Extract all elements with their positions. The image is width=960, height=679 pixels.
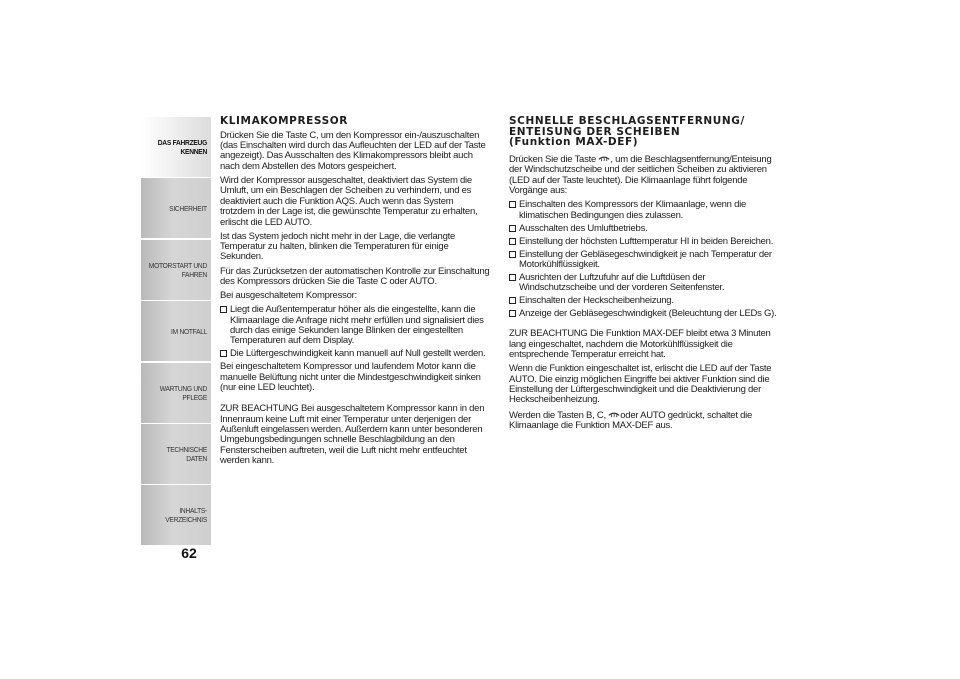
paragraph: Drücken Sie die Taste C, um den Kompressor ein-/auszuschalten (das Einschalten wird durch das Aufleuchten der LED auf der Taste angezeigt). Das Ausschalten des Klimakompressors bleibt auch nach dem Abstellen des Motors gespeichert.: [220, 129, 486, 172]
checkbox-bullet-icon: [220, 306, 227, 313]
tab-label: MOTORSTART UND FAHREN: [148, 260, 207, 279]
bullet-item: Anzeige der Gebläsegeschwindigkeit (Beleuchtung der LEDs G).: [509, 309, 781, 319]
left-column: [220, 116, 490, 470]
paragraph: Bei ausgeschaltetem Kompressor:: [220, 290, 357, 302]
paragraph: Wird der Kompressor ausgeschaltet, deaktiviert das System die Umluft, um ein Beschlagen der Scheiben zu verhindern, und es deaktiviert auch die Funktion AQS. Auch wenn das System trotzdem in der Lage ist, die gewünschte Temperatur zu erhalten, erlischt die LED AUTO.: [220, 174, 478, 228]
bullet-item: Ausrichten der Luftzufuhr auf die Luftdüsen der Windschutzscheibe und der vorderen Seitenfenster.: [509, 273, 781, 294]
tab-label: TECHNISCHE DATEN: [166, 444, 207, 463]
bullet-item: Die Lüftergeschwindigkeit kann manuell auf Null gestellt werden.: [220, 349, 490, 359]
paragraph: Wenn die Funktion eingeschaltet ist, erlischt die LED auf der Taste AUTO. Die einzig möglichen Eingriffe bei aktiver Funktion sind die Einstellung der Lüftergeschwindigkeit und die Deaktivierung der Heckscheibenheizung.: [509, 363, 772, 406]
tab-motorstart-und-fahren[interactable]: [141, 240, 211, 300]
bullet-item: Ausschalten des Umluftbetriebs.: [509, 224, 781, 234]
windshield-defrost-icon: [608, 410, 620, 419]
tab-im-notfall[interactable]: [141, 301, 211, 361]
checkbox-bullet-icon: [509, 310, 516, 317]
checkbox-bullet-icon: [509, 238, 516, 245]
tab-das-fahrzeug-kennen[interactable]: [141, 117, 211, 177]
tab-wartung-und-pflege[interactable]: [141, 363, 211, 423]
note-paragraph: ZUR BEACHTUNG Die Funktion MAX-DEF bleibt etwa 3 Minuten lang eingeschaltet, nachdem die Motorkühlflüssigkeit die entsprechende Temperatur erreicht hat.: [509, 328, 771, 361]
bullet-item: Liegt die Außentemperatur höher als die eingestellte, kann die Klimaanlage die Anfrage nicht mehr erfüllen und signalisiert dies durch das einige Sekunden lange Blinken der eingestellten Temperaturen auf dem Display.: [220, 305, 490, 347]
bullet-item: Einschalten des Kompressors der Klimaanlage, wenn die klimatischen Bedingungen dies zulassen.: [509, 200, 781, 221]
paragraph: Für das Zurücksetzen der automatischen Kontrolle zur Einschaltung des Kompressors drücken Sie die Taste C oder AUTO.: [220, 265, 490, 287]
checkbox-bullet-icon: [509, 201, 516, 208]
checkbox-bullet-icon: [509, 225, 516, 232]
checkbox-bullet-icon: [509, 274, 516, 281]
tab-label: SICHERHEIT: [169, 203, 207, 213]
tab-label: INHALTS-VERZEICHNIS: [165, 506, 207, 525]
checkbox-bullet-icon: [509, 251, 516, 258]
right-column: [509, 116, 781, 435]
tab-technische-daten[interactable]: [141, 424, 211, 484]
checkbox-bullet-icon: [220, 350, 227, 357]
bullet-item: Einstellung der Gebläsegeschwindigkeit je nach Temperatur der Motorkühlflüssigkeit.: [509, 250, 781, 271]
tab-inhaltsverzeichnis[interactable]: [141, 485, 211, 545]
chapter-sidebar: [141, 117, 211, 547]
heading-line: ENTEISUNG DER SCHEIBEN: [509, 125, 681, 138]
tab-sicherheit[interactable]: [141, 178, 211, 238]
bullet-item: Einschalten der Heckscheibenheizung.: [509, 296, 781, 306]
bullet-item: Einstellung der höchsten Lufttemperatur HI in beiden Bereichen.: [509, 237, 781, 247]
paragraph: Bei eingeschaltetem Kompressor und laufendem Motor kann die manuelle Belüftung nicht unter die Mindestgeschwindigkeit sinken (nur eine LED leuchtet).: [220, 361, 481, 394]
section-heading-max-def: [509, 116, 781, 148]
tab-label: DAS FAHRZEUG KENNEN: [157, 138, 207, 156]
tab-label: WARTUNG UND PFLEGE: [159, 383, 207, 402]
heading-line: SCHNELLE BESCHLAGSENTFERNUNG/: [509, 115, 745, 127]
checkbox-bullet-icon: [509, 297, 516, 304]
section-heading-klimakompressor: KLIMAKOMPRESSOR: [220, 115, 348, 127]
paragraph: Drücken Sie die Taste , um die Beschlagsentfernung/Enteisung der Windschutzscheibe und der seitlichen Scheiben zu aktivieren (LED auf der Taste leuchtet). Die Klimaanlage führt folgende Vorgänge aus:: [509, 153, 772, 196]
paragraph: Ist das System jedoch nicht mehr in der Lage, die verlangte Temperatur zu halten, blinken die Temperaturen für einige Sekunden.: [220, 230, 456, 263]
page-number: 62: [181, 545, 197, 561]
tab-label: IM NOTFALL: [170, 326, 207, 336]
paragraph: Werden die Tasten B, C, oder AUTO gedrückt, schaltet die Klimaanlage die Funktion MAX-DEF aus.: [509, 409, 753, 431]
note-paragraph: ZUR BEACHTUNG Bei ausgeschaltetem Kompressor kann in den Innenraum keine Luft mit einer Temperatur unter derjenigen der Außenluft eingelassen werden. Außerdem kann unter besonderen Umgebungsbedingungen schnelle Beschlagbildung an den Fensterscheiben auftreten, weil die Luft nicht mehr entfeuchtet werden kann.: [220, 403, 485, 467]
heading-line: (Funktion MAX-DEF): [509, 136, 639, 149]
windshield-defrost-icon: [598, 154, 610, 163]
